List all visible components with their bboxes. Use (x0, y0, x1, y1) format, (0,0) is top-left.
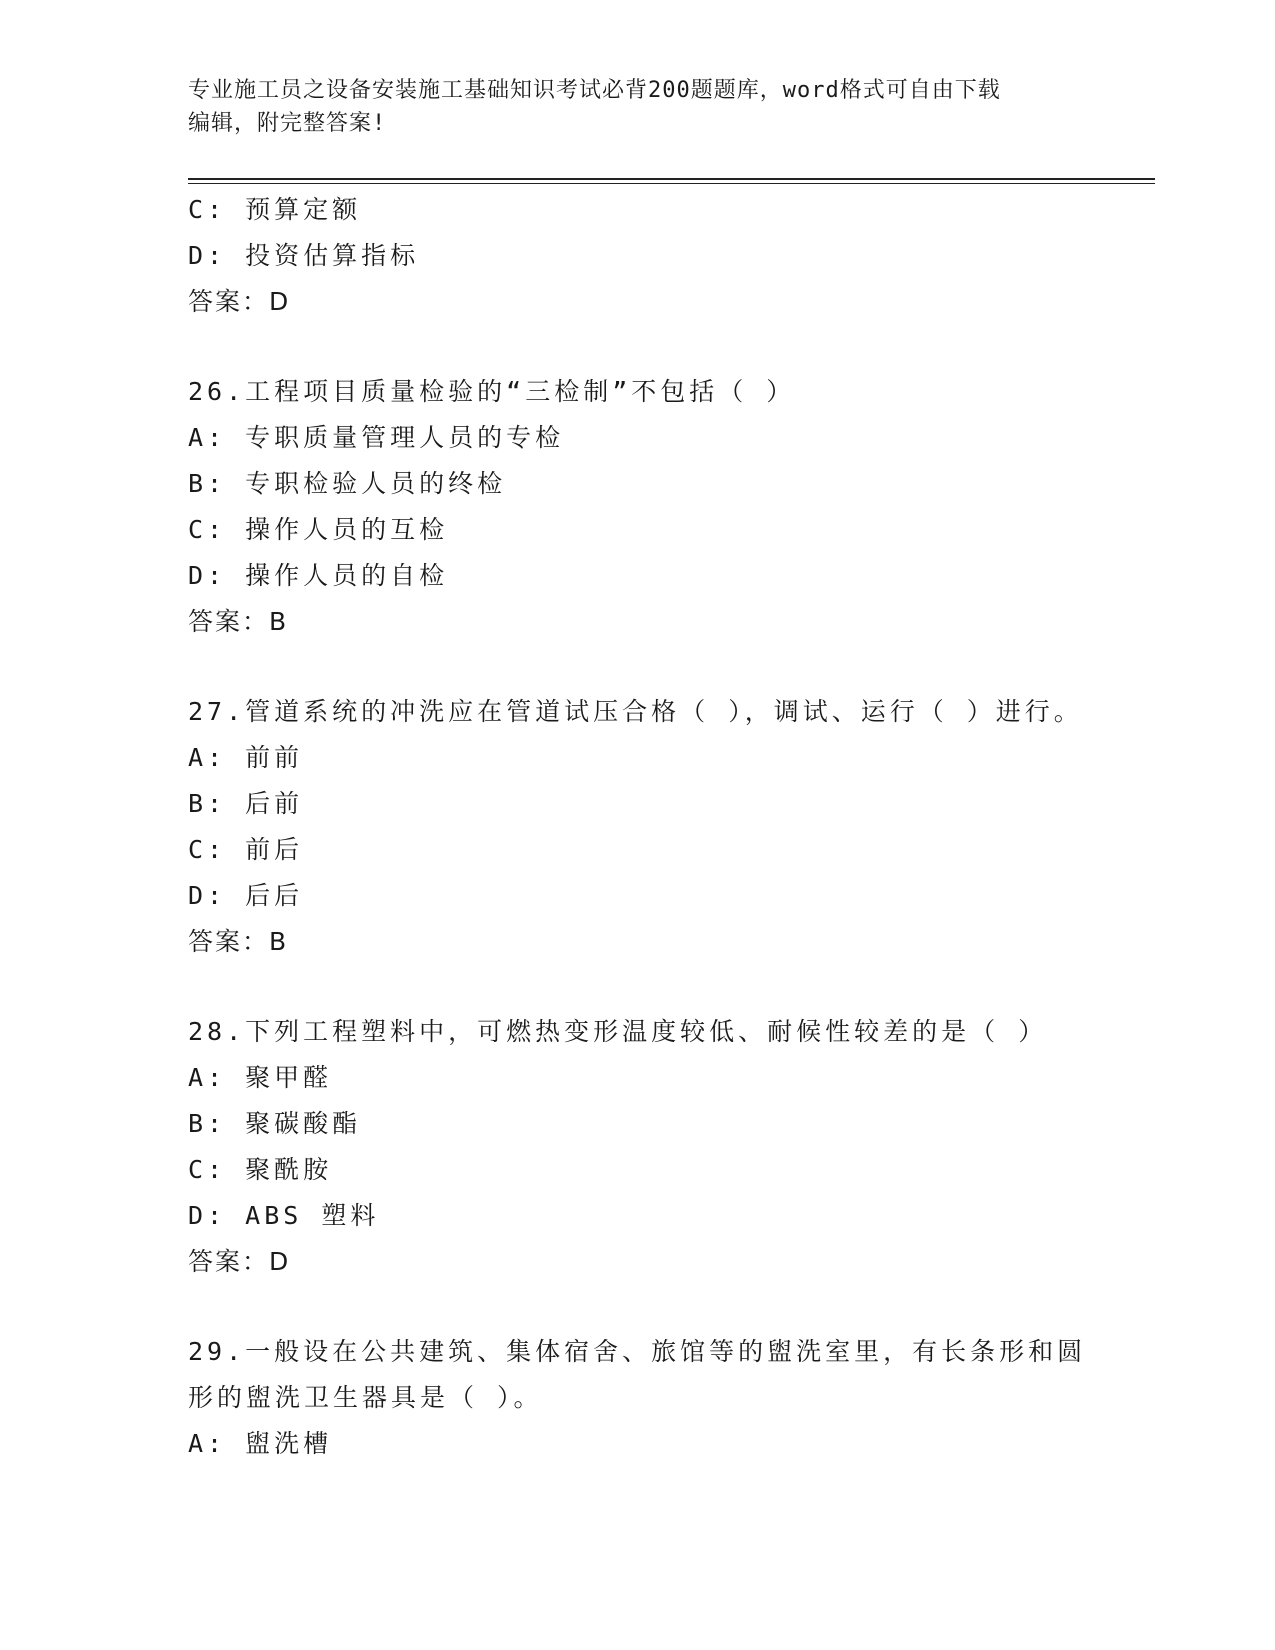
answer-line: 答案：B (188, 607, 289, 636)
answer-line: 答案：B (188, 927, 289, 956)
option-b: B: 聚碳酸酯 (188, 1109, 362, 1138)
option-c: C: 操作人员的互检 (188, 515, 449, 544)
question-list (188, 187, 1118, 1467)
question-block-27 (188, 689, 1118, 965)
option-a: A: 专职质量管理人员的专检 (188, 423, 565, 452)
question-text: 28.下列工程塑料中，可燃热变形温度较低、耐候性较差的是（ ） (188, 1017, 1048, 1046)
header-divider-thin (188, 183, 1155, 184)
option-a: A: 盥洗槽 (188, 1429, 333, 1458)
header-divider-thick (188, 178, 1155, 180)
question-text-line-1: 29.一般设在公共建筑、集体宿舍、旅馆等的盥洗室里，有长条形和圆 (188, 1337, 1087, 1366)
option-d: D: 操作人员的自检 (188, 561, 449, 590)
option-b: B: 后前 (188, 789, 304, 818)
question-text-line-2: 形的盥洗卫生器具是（ ）。 (188, 1383, 543, 1412)
header-title-line-1: 专业施工员之设备安装施工基础知识考试必背200题题库，word格式可自由下载 (188, 78, 1001, 103)
option-c: C: 前后 (188, 835, 304, 864)
option-a: A: 聚甲醛 (188, 1063, 333, 1092)
answer-line: 答案：D (188, 1247, 291, 1276)
question-block-29 (188, 1329, 1118, 1467)
option-b: B: 专职检验人员的终检 (188, 469, 507, 498)
answer-line: 答案：D (188, 287, 291, 316)
option-a: A: 前前 (188, 743, 304, 772)
document-header (188, 74, 1088, 140)
question-block-26 (188, 369, 1118, 645)
header-title-line-2: 编辑，附完整答案! (188, 111, 387, 136)
option-d: D: ABS 塑料 (188, 1201, 380, 1230)
question-text: 26.工程项目质量检验的“三检制”不包括（ ） (188, 377, 796, 406)
question-block-25-continued (188, 187, 1118, 325)
option-d: D: 投资估算指标 (188, 241, 420, 270)
question-text: 27.管道系统的冲洗应在管道试压合格（ ），调试、运行（ ）进行。 (188, 697, 1083, 726)
option-c: C: 聚酰胺 (188, 1155, 333, 1184)
option-c: C: 预算定额 (188, 195, 362, 224)
question-block-28 (188, 1009, 1118, 1285)
option-d: D: 后后 (188, 881, 304, 910)
